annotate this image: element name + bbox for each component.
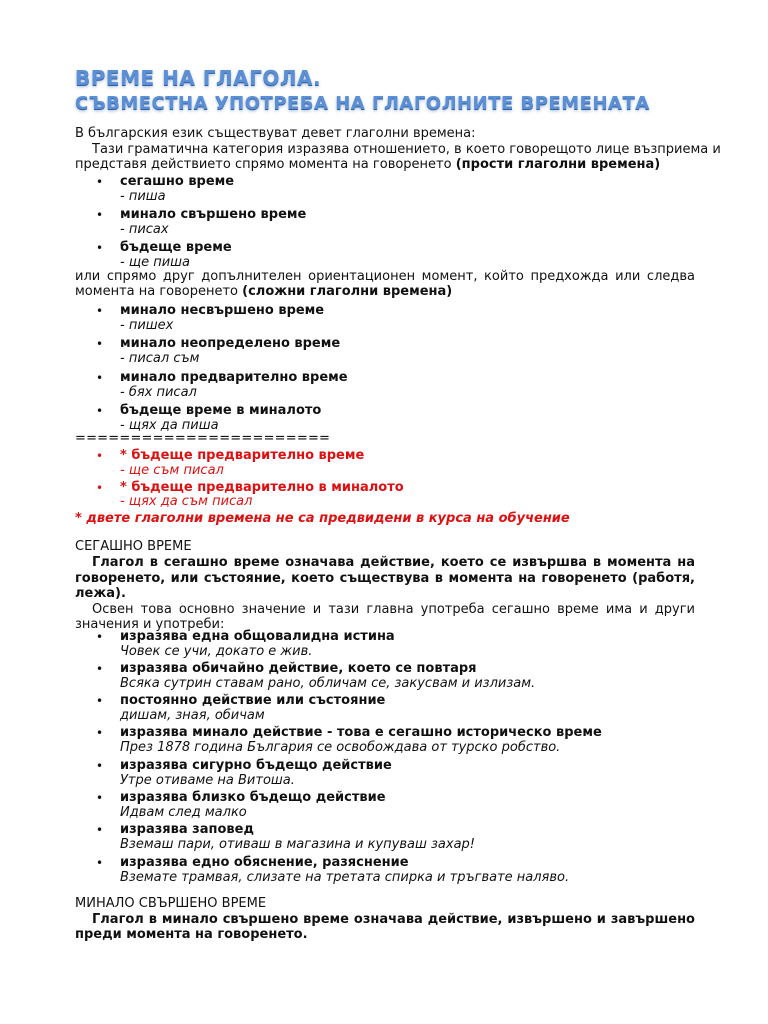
list-item: сегашно време [120, 174, 235, 189]
list-item-example: Вземаш пари, отиваш в магазина и купуваш захар! [120, 837, 475, 852]
list-item-example: - пиша [120, 189, 166, 204]
list-item: * бъдеще предварително време [120, 448, 365, 463]
bullet-icon: • [96, 823, 104, 837]
list-item: изразява минало действие - това е сегашно историческо време [120, 725, 602, 740]
list-item-example: Човек се учи, докато е жив. [120, 644, 313, 659]
course-note: * двете глаголни времена не са предвидени в курса на обучение [75, 511, 570, 526]
bullet-icon: • [96, 481, 104, 495]
present-definition-cont: говоренето, или състояние, което съществува в момента на говоренето (работя, [75, 571, 695, 586]
list-item: бъдеще време [120, 240, 232, 255]
bullet-icon: • [96, 856, 104, 870]
list-item-example: Всяка сутрин ставам рано, обличам се, закусвам и излизам. [120, 676, 536, 691]
past-definition-end: преди момента на говоренето. [75, 927, 308, 942]
list-item-example: дишам, зная, обичам [120, 708, 265, 723]
list-item: минало свършено време [120, 207, 307, 222]
bullet-icon: • [96, 208, 104, 222]
bullet-icon: • [96, 241, 104, 255]
list-item-example: - пишех [120, 318, 174, 333]
present-other-uses: Освен това основно значение и тази главна употреба сегашно време има и други [92, 602, 695, 617]
bullet-icon: • [96, 175, 104, 189]
present-other-uses-end: значения и употреби: [75, 617, 225, 632]
list-item-example: - щях да пиша [120, 418, 219, 433]
list-item-example: През 1878 година България се освобождава от турско робство. [120, 740, 561, 755]
bullet-icon: • [96, 371, 104, 385]
bullet-icon: • [96, 726, 104, 740]
bullet-icon: • [96, 449, 104, 463]
list-item-example: - писах [120, 222, 169, 237]
complex-tenses-label: (сложни глаголни времена) [242, 284, 453, 299]
list-item-example: Утре отиваме на Витоша. [120, 773, 295, 788]
intro-paragraph-end: представя действието спрямо момента на говоренето (прости глаголни времена) [75, 157, 661, 172]
past-definition: Глагол в минало свършено време означава действие, извършено и завършено [92, 912, 695, 927]
list-item: изразява едно обяснение, разяснение [120, 855, 409, 870]
list-item-example: Идвам след малко [120, 805, 247, 820]
separator-line: ======================= [75, 431, 331, 446]
list-item: минало предварително време [120, 370, 348, 385]
middle-paragraph: или спрямо друг допълнителен ориентационен момент, който предхожда или следва [75, 269, 695, 284]
simple-tenses-label: (прости глаголни времена) [455, 157, 661, 172]
list-item: минало неопределено време [120, 336, 341, 351]
bullet-icon: • [96, 759, 104, 773]
intro-paragraph: Тази граматична категория изразява отношението, в което говорещото лице възприема и [92, 142, 721, 157]
list-item: бъдеще време в миналото [120, 403, 322, 418]
list-item: * бъдеще предварително в миналото [120, 480, 404, 495]
middle-paragraph-end: момента на говоренето (сложни глаголни времена) [75, 284, 453, 299]
list-item: изразява сигурно бъдещо действие [120, 758, 392, 773]
bullet-icon: • [96, 791, 104, 805]
list-item: постоянно действие или състояние [120, 693, 386, 708]
page-subtitle: СЪВМЕСТНА УПОТРЕБА НА ГЛАГОЛНИТЕ ВРЕМЕНАТА [75, 93, 650, 114]
bullet-icon: • [96, 404, 104, 418]
bullet-icon: • [96, 337, 104, 351]
list-item-example: Вземате трамвая, слизате на третата спирка и тръгвате наляво. [120, 870, 570, 885]
list-item-example: - писал съм [120, 351, 200, 366]
bullet-icon: • [96, 662, 104, 676]
page-title: ВРЕМЕ НА ГЛАГОЛА. [75, 66, 322, 90]
section-heading-present: СЕГАШНО ВРЕМЕ [75, 539, 192, 554]
intro-line: В българския език съществуват девет глаголни времена: [75, 126, 476, 141]
list-item-example: - щях да съм писал [120, 494, 253, 509]
bullet-icon: • [96, 694, 104, 708]
section-heading-past: МИНАЛО СВЪРШЕНО ВРЕМЕ [75, 896, 267, 911]
present-definition: Глагол в сегашно време означава действие, което се извършва в момента на [92, 555, 695, 570]
list-item: изразява заповед [120, 822, 254, 837]
list-item: изразява една общовалидна истина [120, 629, 395, 644]
bullet-icon: • [96, 630, 104, 644]
present-definition-end: лежа). [75, 586, 126, 601]
list-item: изразява обичайно действие, което се повтаря [120, 661, 477, 676]
list-item: минало несвършено време [120, 303, 325, 318]
list-item-example: - бях писал [120, 385, 197, 400]
list-item-example: - ще съм писал [120, 463, 224, 478]
bullet-icon: • [96, 304, 104, 318]
list-item-example: - ще пиша [120, 255, 191, 270]
list-item: изразява близко бъдещо действие [120, 790, 386, 805]
